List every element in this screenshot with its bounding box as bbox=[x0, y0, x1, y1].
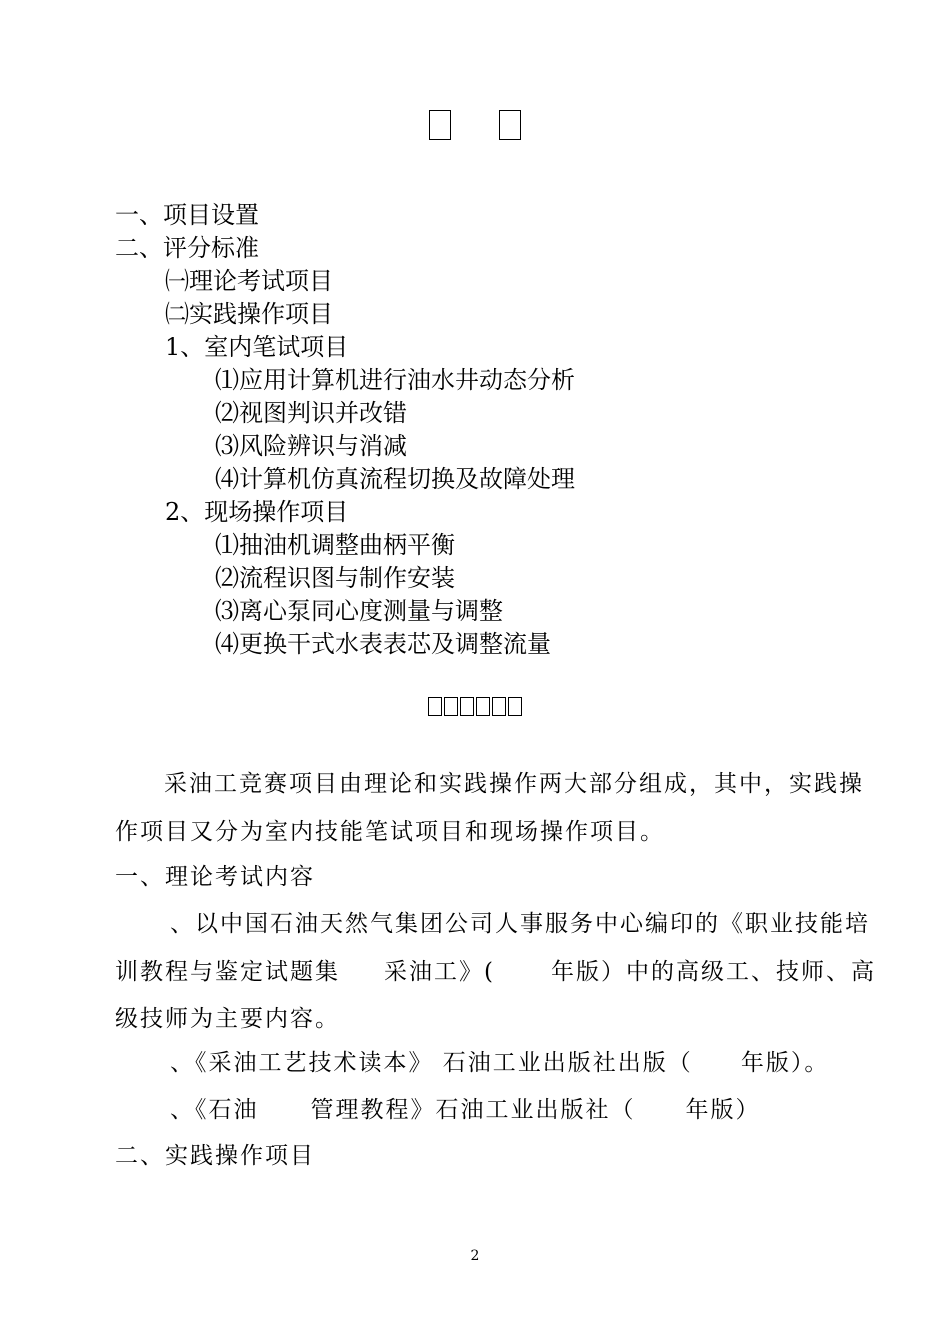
toc-item: ⑶离心泵同心度测量与调整 bbox=[215, 597, 503, 625]
toc-item: ⑷计算机仿真流程切换及故障处理 bbox=[215, 465, 575, 493]
section-heading: 一、理论考试内容 bbox=[115, 864, 315, 890]
text-span: 训教程与鉴定试题集 bbox=[115, 959, 340, 985]
text-span: 、《石油 bbox=[170, 1097, 259, 1123]
missing-glyph-box bbox=[429, 110, 451, 140]
toc-item: ㈠理论考试项目 bbox=[165, 267, 333, 295]
toc-item: ㈡实践操作项目 bbox=[165, 300, 333, 328]
text-span: 采油工》( bbox=[384, 959, 495, 985]
missing-glyph-box bbox=[476, 697, 490, 716]
missing-glyph-box bbox=[444, 697, 458, 716]
toc-item: ⑵流程识图与制作安装 bbox=[215, 564, 455, 592]
toc-item: ⑴应用计算机进行油水井动态分析 bbox=[215, 366, 575, 394]
paragraph-line bbox=[170, 1047, 829, 1079]
toc-title bbox=[0, 104, 950, 144]
missing-glyph-box bbox=[492, 697, 506, 716]
paragraph-line: 采油工竞赛项目由理论和实践操作两大部分组成，其中，实践操 bbox=[164, 771, 864, 797]
toc-item: 一、项目设置 bbox=[115, 201, 259, 229]
toc-item: 1、室内笔试项目 bbox=[165, 333, 349, 361]
toc-item: ⑷更换干式水表表芯及调整流量 bbox=[215, 630, 551, 658]
text-span: 年版）中的高级工、技师、高 bbox=[550, 959, 876, 985]
text-span: 管理教程》石油工业出版社（ bbox=[310, 1097, 636, 1123]
toc-item: ⑴抽油机调整曲柄平衡 bbox=[215, 531, 455, 559]
section-title bbox=[0, 690, 950, 722]
missing-glyph-box bbox=[508, 697, 522, 716]
text-span: 年版） bbox=[685, 1097, 761, 1123]
paragraph-line bbox=[170, 1094, 761, 1126]
toc-item: ⑶风险辨识与消减 bbox=[215, 432, 407, 460]
paragraph-line: 级技师为主要内容。 bbox=[115, 1006, 340, 1032]
paragraph-line bbox=[115, 956, 876, 988]
text-span: 年版）。 bbox=[740, 1050, 830, 1076]
missing-glyph-box bbox=[428, 697, 442, 716]
toc-item: 二、评分标准 bbox=[115, 234, 259, 262]
missing-glyph-box bbox=[460, 697, 474, 716]
paragraph-line: 、以中国石油天然气集团公司人事服务中心编印的《职业技能培 bbox=[170, 911, 870, 937]
toc-item: ⑵视图判识并改错 bbox=[215, 399, 407, 427]
text-span: 、《采油工艺技术读本》 石油工业出版社出版（ bbox=[170, 1050, 693, 1076]
section-heading: 二、实践操作项目 bbox=[115, 1143, 315, 1169]
page-number: 2 bbox=[470, 1248, 480, 1264]
missing-glyph-box bbox=[499, 110, 521, 140]
toc-item: 2、现场操作项目 bbox=[165, 498, 349, 526]
paragraph-line: 作项目又分为室内技能笔试项目和现场操作项目。 bbox=[115, 819, 665, 845]
